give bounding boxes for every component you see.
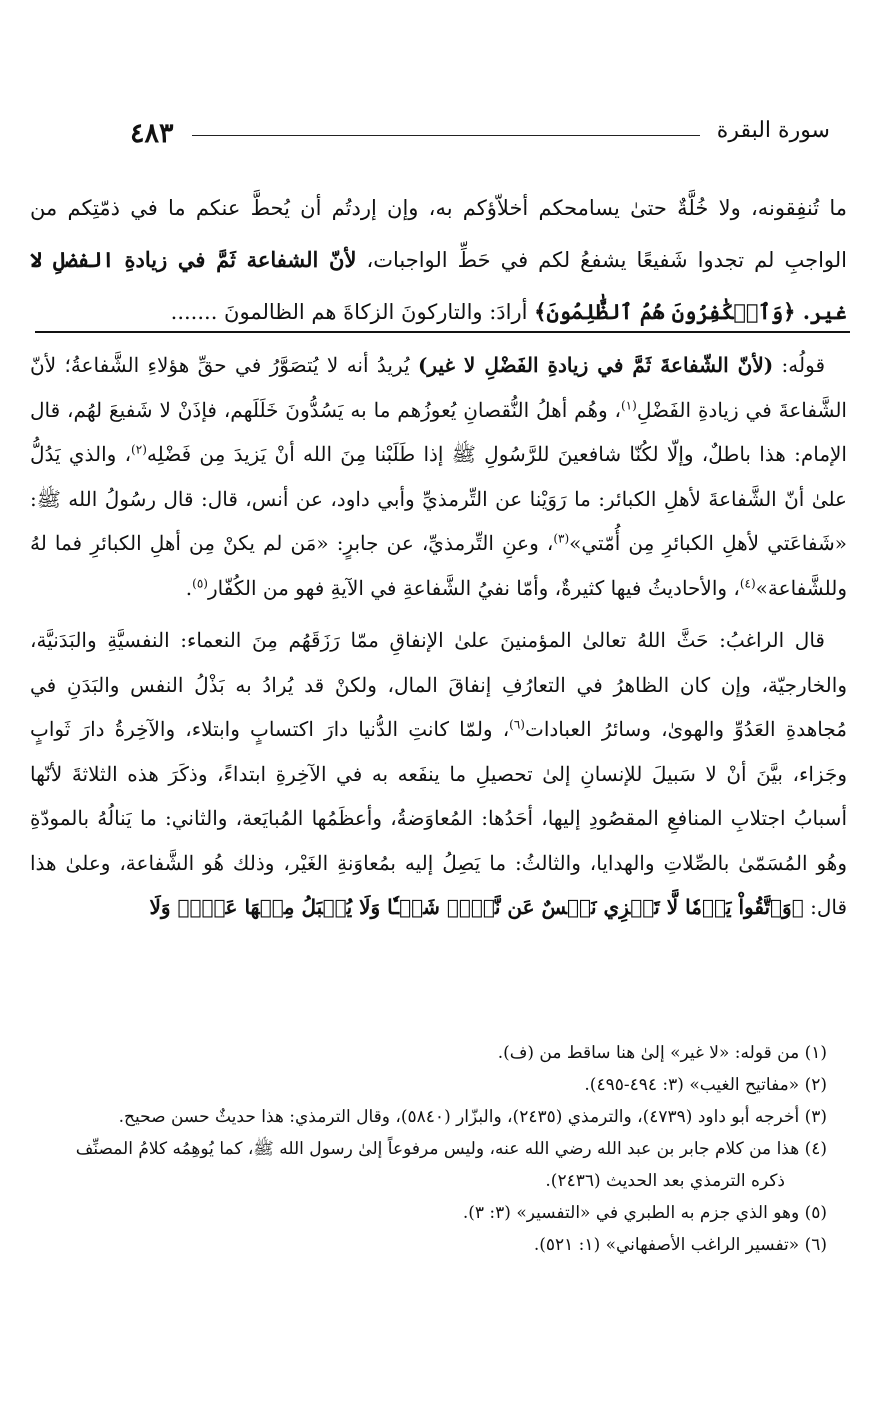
footnote-ref-3[interactable]: (٣) [553, 531, 570, 546]
footnote-3: (٣) أخرجه أبو داود (٤٧٣٩)، والترمذي (٢٤٣٥)، والبزّار (٥٨٤٠)، وقال الترمذي: هذا حديثٌ حسن صحيح. [118, 1107, 827, 1127]
matn-line-3a-bold: الفضلِ لا غير. [30, 247, 847, 324]
header-rule [192, 135, 700, 136]
footnote-6: (٦) «تفسير الراغب الأصفهاني» (١: ٥٢١). [533, 1235, 827, 1255]
p1-text-f: ، وعنِ التِّرمذيِّ، عن جابرٍ: «مَن لم يكنْ مِن أهلِ الكبائرِ فما لهُ وللشَّفاعة» [30, 531, 847, 600]
p1-text-e: ، والذي يَدُلُّ علىٰ أنّ الشَّفاعةَ لأهلِ الكبائر: ما رَوَيْنا عن التِّرمذيِّ وأبي داود، عن أنس، قال: قال رسُولُ الله ﷺ: «شَفاعَتي لأهلِ الكبائرِ مِن أُمّتي» [30, 442, 847, 555]
main-text-block [30, 183, 847, 338]
commentary-paragraph-1 [30, 343, 847, 610]
footnote-ref-4[interactable]: (٤) [739, 575, 756, 590]
matn-line-2a: من الواجبِ لم تجدوا شَفيعًا يشفعُ لكم في حَطِّ الواجبات، [30, 196, 847, 272]
commentary-block [30, 343, 847, 930]
surah-title: سورة البقرة [716, 118, 830, 143]
p1-intro: قولُه: [773, 353, 826, 377]
page-number: ٤٨٣ [130, 118, 174, 149]
matn-line-2b-bold: لأنّ الشفاعة ثَمَّ في زيادةِ [124, 247, 357, 272]
p1-text-g: ، والأحاديثُ فيها كثيرةٌ، وأمّا نفيُ الشَّفاعةِ في الآيةِ فهو من الكُفّار [207, 575, 740, 600]
p2-text-a: قال الراغبُ: حَثَّ اللهُ تعالىٰ المؤمنينَ علىٰ الإنفاقِ ممّا رَزَقَهُم مِنَ النعماء: النفسيَّةِ والبَدَنيَّة، والخارجيّة، وإن كان الظاهرُ في التعارُفِ إنفاقَ المال، ولكنْ قد يُرادُ به بَذْلُ النفس والبَدَنِ في مُجاهدةِ العَدُوِّ والهوىٰ، وسائرُ العبادات [30, 628, 847, 741]
p1-quoted-phrase: (لأنّ الشّفاعةَ ثَمَّ في زيادةِ الفَضْلِ لا غير) [417, 353, 774, 377]
footnote-4-continued: ذكره الترمذي بعد الحديث (٢٤٣٦). [545, 1171, 785, 1191]
p1-text-c: يُريدُ أنه لا يُتصَوَّرُ في حقِّ هؤلاءِ الشَّفاعةُ؛ لأنّ الشَّفاعةَ في زيادةِ الفَضْلِ [30, 353, 847, 422]
footnote-ref-5[interactable]: (٥) [192, 575, 208, 590]
footnote-5: (٥) وهو الذي جزم به الطبري في «التفسير» (٣: ٣). [462, 1203, 827, 1223]
matn-line-1: ما تُنفِقونه، ولا خُلَّةٌ حتىٰ يسامحكم أخلاّؤكم به، وإن إردتُم أن يُحطَّ عنكم ما في ذمّتِكم [67, 196, 847, 220]
footnote-4: (٤) هذا من كلام جابر بن عبد الله رضي الله عنه، وليس مرفوعاً إلىٰ رسول الله ﷺ، كما يُوهِمُه كلامُ المصنِّف [75, 1139, 827, 1159]
footnote-ref-2[interactable]: (٢) [131, 442, 147, 457]
paragraph-gap [30, 610, 847, 618]
footnote-1: (١) من قوله: «لا غير» إلىٰ هنا ساقط من (ف). [497, 1043, 827, 1063]
separator-rule [35, 331, 850, 333]
p1-text-d: ، وهُم أهلُ النُّقصانِ يُعوزُهم ما به يَسُدُّونَ خَلَلَهم، فإذَنْ لا شَفيعَ لهُم، قال الإمام: هذا باطلٌ، وإلّا لكُنّا شافعينَ للرَّسُولِ ﷺ إذا طَلَبْنا مِنَ الله أنْ يَزيدَ مِن فَضْلِه [30, 397, 847, 466]
footnote-2: (٢) «مفاتيح الغيب» (٣: ٤٩٤-٤٩٥). [584, 1075, 827, 1095]
page-header [130, 118, 830, 158]
quran-verse-2: ﴿وَٱتَّقُواْ يَوۡمٗا لَّا تَجۡزِي نَفۡسٌ عَن نَّفۡسٖ شَيۡـٔٗا وَلَا يُقۡبَلُ مِنۡهَا عَدۡلٞ وَلَا [149, 895, 804, 919]
p2-text-b: ، ولمّا كانتِ الدُّنيا دارَ اكتسابٍ وابتلاء، والآخِرةُ دارَ ثَوابٍ وجَزاء، بيَّنَ أنْ لا سَبيلَ للإنسانِ إلىٰ تحصيلِ ما ينفَعه به في الآخِرةِ ابتداءً، وذكَرَ هذه الثلاثةَ لأنّها أسبابُ اجتلابِ المنافعِ المقصُودِ إليها، أحَدُها: المُعاوَضةُ، وأعظَمُها المُبايَعة، والثاني: ما يَنالُهُ بالمودّةِ وهُو المُسَمّىٰ بالصِّلاتِ والهدايا، والثالثُ: ما يَصِلُ إليه بمُعاوَنةِ الغَيْر، وذلك هُو الشَّفاعة، وعلىٰ هذا قال: [30, 717, 847, 919]
commentary-paragraph-2 [30, 618, 847, 930]
quran-verse: ﴿وَٱلۡكَٰفِرُونَ هُمُ ٱلظَّٰلِمُونَ﴾ [534, 299, 796, 324]
footnotes [50, 1037, 827, 1261]
matn-line-3c: أرادَ: والتاركونَ الزكاةَ هم الظالمونَ ....... [170, 300, 535, 324]
p1-text-h: . [185, 575, 193, 600]
footnote-ref-6[interactable]: (٦) [509, 717, 525, 732]
footnote-ref-1[interactable]: (١) [620, 397, 637, 412]
